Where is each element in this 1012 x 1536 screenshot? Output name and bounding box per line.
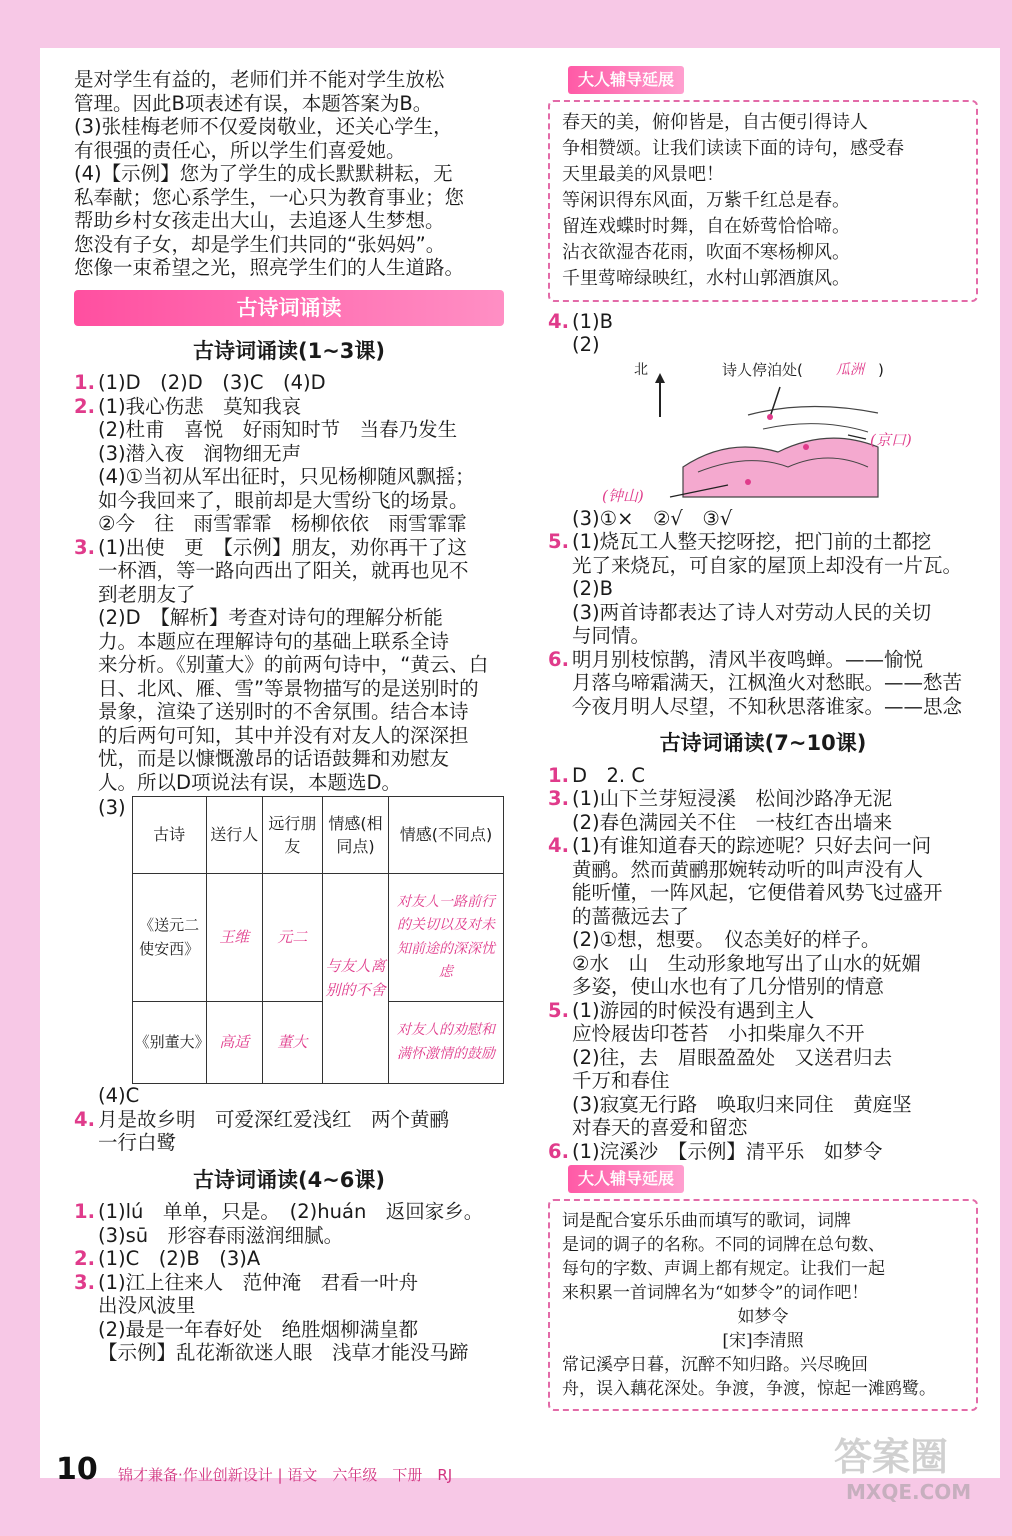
answer-line xyxy=(74,771,504,795)
answer-line xyxy=(74,630,504,654)
answer-line xyxy=(74,1108,504,1132)
question-number: 6. xyxy=(548,1139,569,1163)
answer-text: (1)lú 单单，只是。 (2)huán 返回家乡。 xyxy=(98,1200,484,1223)
answer-line xyxy=(548,787,978,811)
question-number: 4. xyxy=(548,834,569,857)
river-line xyxy=(748,406,878,415)
jingkou-answer: (京口) xyxy=(870,430,912,449)
zhongshan-point xyxy=(745,479,751,485)
table-header-cell: 送行人 xyxy=(206,797,262,874)
answer-line xyxy=(548,577,978,601)
answer-text: (1)山下兰芽短浸溪 松间沙路净无泥 xyxy=(572,787,893,810)
answer-line xyxy=(548,881,978,905)
answer-line xyxy=(74,489,504,513)
answer-text: 与同情。 xyxy=(572,624,651,647)
text-line: 是词的调子的名称。不同的词牌在总句数、 xyxy=(562,1234,885,1255)
answer-text: 到老朋友了 xyxy=(98,582,196,606)
answer-text: (2)春色满园关不住 一枝红杏出墙来 xyxy=(572,810,893,834)
answer-text: ②水 山 生动形象地写出了山水的妩媚 xyxy=(572,951,921,975)
answer-line xyxy=(548,1093,978,1117)
footer-text: 锦才兼备·作业创新设计 | 语文 六年级 下册 RJ xyxy=(118,1466,453,1484)
answers-7-10 xyxy=(548,764,978,1164)
parent-extension-tag: 大人辅导延展 xyxy=(568,66,684,94)
answer-text: (2)①想，想要。 仪态美好的样子。 xyxy=(572,928,881,951)
mooring-point xyxy=(767,414,773,420)
text-line: 舟，误入藕花深处。争渡，争渡，惊起一滩鸥鹭。 xyxy=(562,1378,936,1399)
text-line: 管理。因此B项表述有误，本题答案为B。 xyxy=(74,91,433,115)
poem-author: [宋]李清照 xyxy=(722,1330,804,1351)
answer-line xyxy=(74,606,504,630)
answers-1-3 xyxy=(74,371,504,794)
watermark-url: MXQE.COM xyxy=(846,1480,972,1504)
text-line: 帮助乡村女孩走出大山，去追逐人生梦想。 xyxy=(74,209,445,232)
answer-4-1 xyxy=(548,310,978,334)
answer-text: 人。所以D项说法有误，本题选D。 xyxy=(98,770,402,794)
parent-extension-tag-2: 大人辅导延展 xyxy=(568,1165,684,1193)
answer-text: (3)寂寞无行路 唤取归来同住 黄庭坚 xyxy=(572,1092,912,1116)
extension-box-ci xyxy=(548,1199,978,1411)
table-cell: 对友人一路前行的关切以及对未知前途的深深忧虑 xyxy=(389,874,504,1002)
answer-text: (2)杜甫 喜悦 好雨知时节 当春乃发生 xyxy=(98,418,458,441)
table-label: (3) xyxy=(98,796,126,819)
north-label: 北 xyxy=(634,361,648,378)
answer-line xyxy=(74,1294,504,1318)
mooring-label: 诗人停泊处( xyxy=(722,360,803,379)
answer-line xyxy=(74,371,504,395)
right-column xyxy=(548,64,978,1419)
text-line: 争相赞颂。让我们读读下面的诗句，感受春 xyxy=(562,137,904,159)
answer-text: 出没风波里 xyxy=(98,1294,196,1317)
answer-line xyxy=(548,1022,978,1046)
answer-text: D 2. C xyxy=(572,763,645,787)
answer-line xyxy=(548,858,978,882)
text-line: 每句的字数、声调上都有规定。让我们一起 xyxy=(562,1258,885,1279)
answer-text: (2)B xyxy=(572,577,613,600)
question-number: 4. xyxy=(74,1107,95,1131)
answer-line xyxy=(548,811,978,835)
question-number: 1. xyxy=(74,1200,95,1223)
answer-text: 多姿，使山水也有了几分惜别的情意 xyxy=(572,975,885,998)
text-line: 天里最美的风景吧！ xyxy=(562,163,724,185)
answer-text: (2)往，去 眉眼盈盈处 又送君归去 xyxy=(572,1045,893,1069)
text-line: 等闲识得东风面，万紫千红总是春。 xyxy=(562,189,850,211)
answers-after-map xyxy=(548,507,978,719)
answer-text: 今夜月明人尽望，不知秋思落谁家。——思念 xyxy=(572,694,963,718)
answer-text: (3)sū 形容春雨滋润细腻。 xyxy=(98,1223,344,1247)
section-title-4-6: 古诗词诵读(4~6课) xyxy=(192,1167,385,1192)
answer-text: 能听懂，一阵风起，它便借着风势飞过盛开 xyxy=(572,881,943,904)
answer-line xyxy=(548,310,978,334)
answer-text: 日、北风、雁、雪”等景物描写的是送别时的 xyxy=(98,676,479,700)
text-line: 词是配合宴乐乐曲而填写的歌词，词牌 xyxy=(562,1210,851,1231)
section-banner: 古诗词诵读 xyxy=(74,290,504,326)
table-cell: 与友人离别的不舍 xyxy=(322,874,388,1084)
jingkou-point xyxy=(803,444,809,450)
answer-line xyxy=(74,747,504,771)
answer-line xyxy=(548,601,978,625)
question-number: 2. xyxy=(74,1247,95,1270)
section-title-1-3: 古诗词诵读(1~3课) xyxy=(192,338,385,363)
answer-text: 月是故乡明 可爱深红爱浅红 两个黄鹂 xyxy=(98,1107,450,1131)
answer-text: (3)潜入夜 润物细无声 xyxy=(98,441,302,465)
answer-line xyxy=(548,507,978,531)
answer-line xyxy=(74,442,504,466)
answer-line xyxy=(548,975,978,999)
answer-line xyxy=(548,648,978,672)
answer-text: ②今 往 雨雪霏霏 杨柳依依 雨雪霏霏 xyxy=(98,512,467,535)
comparison-table xyxy=(132,796,504,1084)
answer-text: 如今我回来了，眼前却是大雪纷飞的场景。 xyxy=(98,488,469,512)
answer-line xyxy=(548,928,978,952)
answers-4-6 xyxy=(74,1200,504,1365)
answer-line xyxy=(548,1140,978,1164)
answer-text: (1)浣溪沙 【示例】清平乐 如梦令 xyxy=(572,1139,883,1163)
answer-text: 黄鹂。然而黄鹂那婉转动听的叫声没有人 xyxy=(572,857,924,881)
map-figure: 北 诗人停泊处( 瓜洲 ) (京口) (钟山) xyxy=(548,357,978,507)
text-line: 是对学生有益的，老师们并不能对学生放松 xyxy=(74,68,445,91)
answer-line xyxy=(74,1271,504,1295)
answer-line xyxy=(548,1046,978,1070)
table-cell: 《别董大》 xyxy=(132,1002,206,1084)
text-line: (3)张桂梅老师不仅爱岗敬业，还关心学生， xyxy=(74,115,453,138)
answer-line xyxy=(548,905,978,929)
answer-text: 的后两句可知，其中并没有对友人的深深担 xyxy=(98,723,469,747)
answer-text: 【示例】乱花渐欲迷人眼 浅草才能没马蹄 xyxy=(98,1341,469,1364)
mooring-answer: 瓜洲 xyxy=(836,361,864,378)
answers-after-table xyxy=(74,1084,504,1155)
answer-line xyxy=(74,583,504,607)
watermark-logo: 答案圈 xyxy=(834,1435,949,1479)
table-cell: 对友人的劝慰和满怀激情的鼓励 xyxy=(389,1002,504,1084)
answer-line xyxy=(74,700,504,724)
poem-title: 如梦令 xyxy=(737,1306,789,1327)
answer-line xyxy=(74,724,504,748)
answer-line xyxy=(74,418,504,442)
answer-text: 光了来烧瓦，可自家的屋顶上却没有一片瓦。 xyxy=(572,553,963,577)
answer-line xyxy=(74,1318,504,1342)
answer-text: 来分析。《别董大》的前两句诗中，“黄云、白 xyxy=(98,653,489,676)
question-number: 2. xyxy=(74,394,95,418)
answer-text: (3)①× ②√ ③√ xyxy=(572,506,733,530)
table-cell: 高适 xyxy=(206,1002,262,1084)
question-number: 4. xyxy=(548,309,569,333)
answer-text: (1)D (2)D (3)C (4)D xyxy=(98,371,326,394)
answer-line xyxy=(548,1069,978,1093)
text-line: 您没有子女，却是学生们共同的“张妈妈”。 xyxy=(74,232,446,256)
comparison-table-wrap xyxy=(74,796,504,1084)
text-line: 留连戏蝶时时舞，自在娇莺恰恰啼。 xyxy=(562,215,850,237)
question-number: 3. xyxy=(74,1270,95,1294)
north-arrow-head xyxy=(655,373,665,383)
question-number: 5. xyxy=(548,998,569,1022)
answer-text: (1)B xyxy=(572,309,613,333)
answer-line xyxy=(74,1084,504,1108)
intro-answers xyxy=(74,68,504,280)
text-line: 春天的美，俯仰皆是，自古便引得诗人 xyxy=(562,111,868,133)
text-line: 私奉献；您心系学生，一心只为教育事业；您 xyxy=(74,185,465,209)
answer-line xyxy=(74,1224,504,1248)
answer-line xyxy=(74,1341,504,1365)
answer-line xyxy=(548,834,978,858)
answer-text: (4)①当初从军出征时，只见杨柳随风飘摇； xyxy=(98,465,475,488)
answer-text: 明月别枝惊鹊，清风半夜鸣蝉。——愉悦 xyxy=(572,647,924,671)
answer-text: 景象，渲染了送别时的不舍氛围。结合本诗 xyxy=(98,700,469,723)
answer-text: (1)C (2)B (3)A xyxy=(98,1247,261,1270)
answer-text: (4)C xyxy=(98,1084,140,1107)
question-number: 1. xyxy=(548,763,569,787)
text-line: 您像一束希望之光，照亮学生们的人生道路。 xyxy=(74,256,465,279)
text-line: 千里莺啼绿映红，水村山郭酒旗风。 xyxy=(562,267,850,289)
answer-line xyxy=(548,695,978,719)
question-number: 1. xyxy=(74,371,95,394)
answer-text: (1)烧瓦工人整天挖呀挖，把门前的土都挖 xyxy=(572,530,932,553)
question-number: 6. xyxy=(548,647,569,671)
answer-line xyxy=(548,671,978,695)
answer-text: 月落乌啼霜满天，江枫渔火对愁眠。——愁苦 xyxy=(572,671,963,694)
table-header-cell: 情感(相同点) xyxy=(322,797,388,874)
extension-box-spring xyxy=(548,100,978,302)
answer-text: (1)出使 更 【示例】朋友，劝你再干了这 xyxy=(98,535,467,559)
text-line: 沾衣欲湿杏花雨，吹面不寒杨柳风。 xyxy=(562,241,850,263)
zhongshan-answer: (钟山) xyxy=(602,486,644,505)
left-column xyxy=(74,68,504,1365)
answer-line xyxy=(548,952,978,976)
answer-text: (1)江上往来人 范仲淹 君看一叶舟 xyxy=(98,1270,419,1294)
answer-text: 应怜屐齿印苍苔 小扣柴扉久不开 xyxy=(572,1022,865,1045)
answer-text: (3)两首诗都表达了诗人对劳动人民的关切 xyxy=(572,600,932,624)
answer-line xyxy=(74,512,504,536)
text-line: 常记溪亭日暮，沉醉不知归路。兴尽晚回 xyxy=(562,1354,868,1375)
answer-line xyxy=(74,1247,504,1271)
answer-line xyxy=(74,653,504,677)
answer-text: (1)游园的时候没有遇到主人 xyxy=(572,998,815,1022)
answer-line xyxy=(74,559,504,583)
page-number: 10 xyxy=(56,1452,98,1487)
table-header-cell: 情感(不同点) xyxy=(389,797,504,874)
question-number: 3. xyxy=(74,535,95,559)
answer-4-2-label: (2) xyxy=(572,333,600,356)
answer-line xyxy=(74,1131,504,1155)
pointer-line xyxy=(770,387,780,417)
answer-line xyxy=(548,999,978,1023)
answer-text: (1)我心伤悲 莫知我哀 xyxy=(98,394,302,418)
section-title-7-10: 古诗词诵读(7~10课) xyxy=(659,731,867,755)
answer-text: (1)有谁知道春天的踪迹呢？只好去问一问 xyxy=(572,834,932,857)
answer-line xyxy=(548,554,978,578)
answer-text: 千万和春住 xyxy=(572,1069,670,1092)
answer-line xyxy=(74,1200,504,1224)
answer-line xyxy=(74,465,504,489)
answer-text: (2)最是一年春好处 绝胜烟柳满皇都 xyxy=(98,1317,419,1341)
river-bank xyxy=(763,423,868,431)
answer-text: 一行白鹭 xyxy=(98,1131,177,1154)
answer-line xyxy=(74,536,504,560)
table-header-cell: 远行朋友 xyxy=(262,797,322,874)
question-number: 5. xyxy=(548,530,569,553)
answer-text: 对春天的喜爱和留恋 xyxy=(572,1116,748,1139)
answer-line xyxy=(548,624,978,648)
answer-line xyxy=(548,764,978,788)
answer-text: 力。本题应在理解诗句的基础上联系全诗 xyxy=(98,629,450,653)
answer-text: (2)D 【解析】考查对诗句的理解分析能 xyxy=(98,606,443,629)
text-line: 有很强的责任心，所以学生们喜爱她。 xyxy=(74,138,406,162)
answer-text: 的蔷薇远去了 xyxy=(572,904,690,928)
question-number: 3. xyxy=(548,787,569,810)
jingkou-pointer xyxy=(848,435,866,439)
answer-text: 忧，而是以慷慨激昂的话语鼓舞和劝慰友 xyxy=(98,747,450,770)
answer-line xyxy=(74,677,504,701)
table-cell: 元二 xyxy=(262,874,322,1002)
table-cell: 《送元二使安西》 xyxy=(132,874,206,1002)
table-header-cell: 古诗 xyxy=(132,797,206,874)
text-line: 来积累一首词牌名为“如梦令”的词作吧！ xyxy=(562,1282,869,1303)
table-cell: 董大 xyxy=(262,1002,322,1084)
table-cell: 王维 xyxy=(206,874,262,1002)
answer-line xyxy=(74,395,504,419)
answer-text: 一杯酒，等一路向西出了阳关，就再也见不 xyxy=(98,559,469,582)
answer-line xyxy=(548,1116,978,1140)
answer-line xyxy=(548,530,978,554)
text-line: (4)【示例】您为了学生的成长默默耕耘，无 xyxy=(74,162,453,185)
